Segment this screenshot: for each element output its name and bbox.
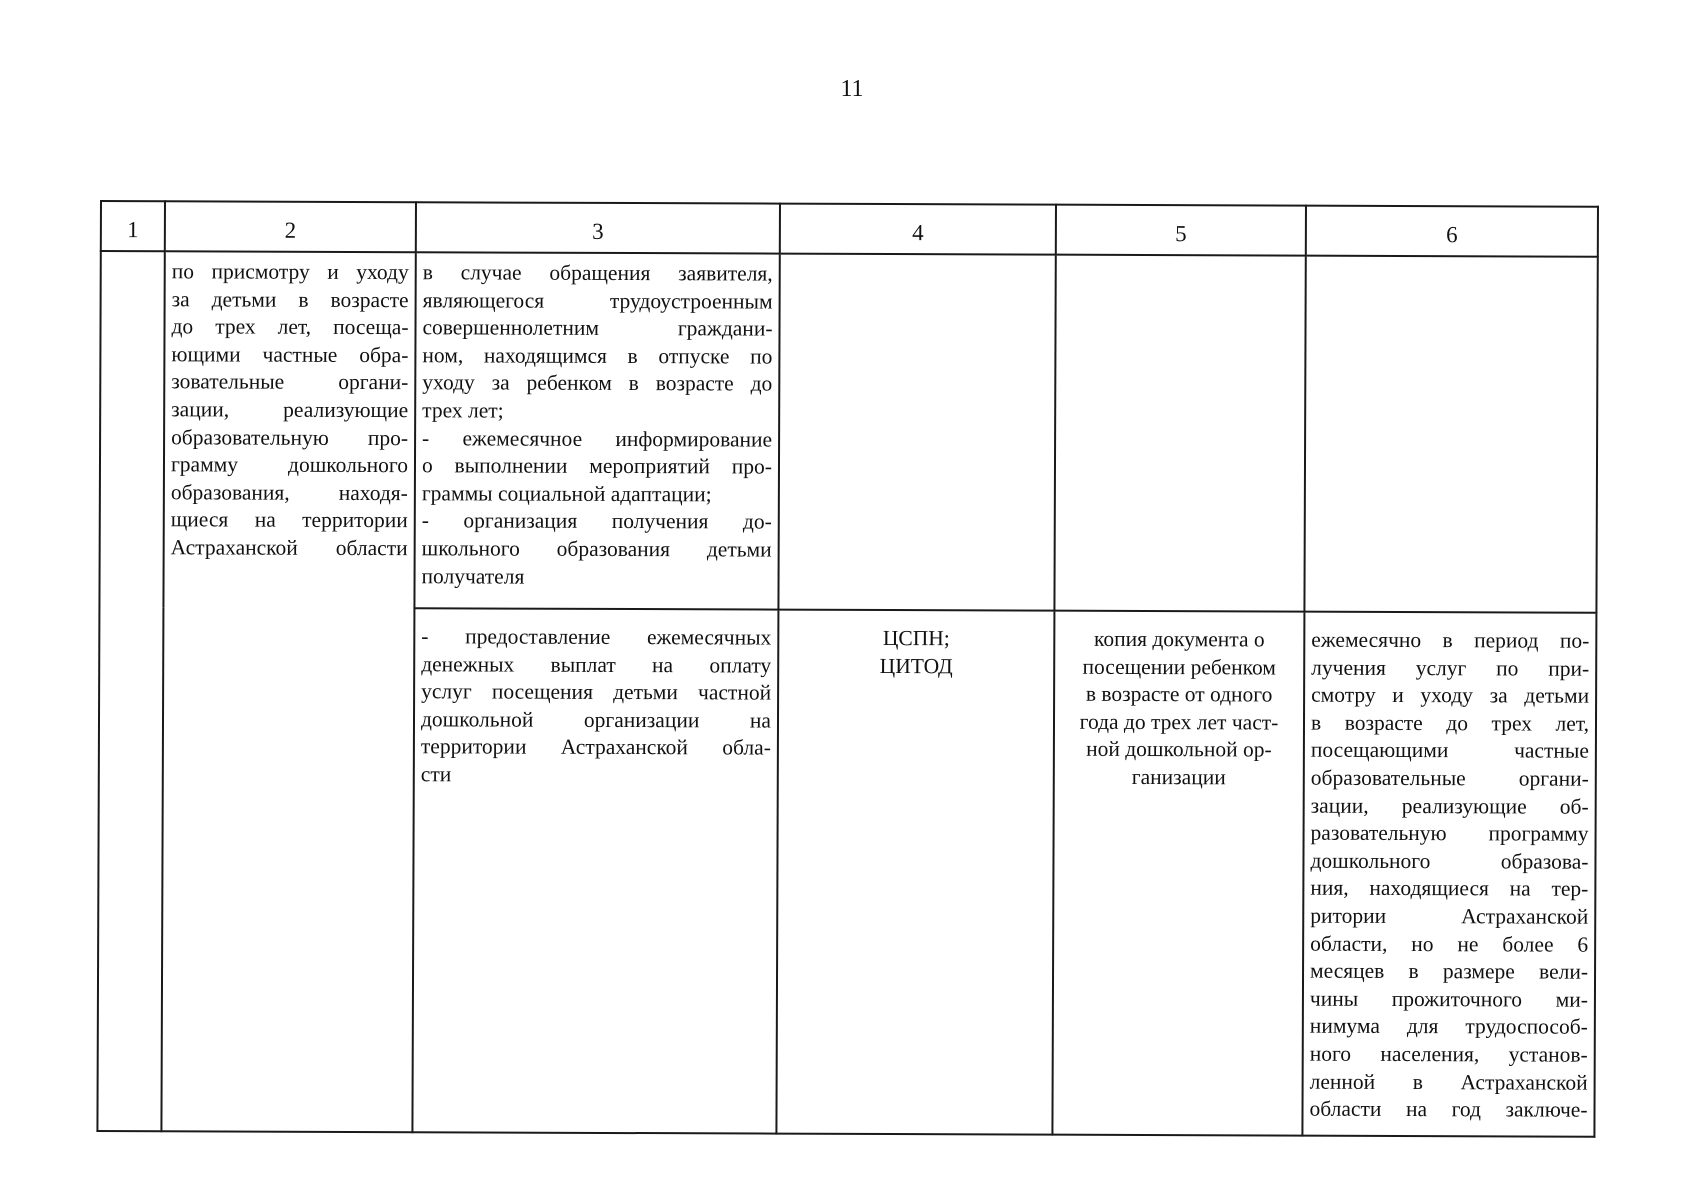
text-line: в случае обращения заявителя, — [422, 260, 773, 286]
executor-cell-2 — [776, 610, 1054, 1135]
text-line: ного населения, установ- — [1309, 1041, 1588, 1067]
header-col-1: 1 — [101, 201, 165, 251]
text-line: по присмотру и уходу — [171, 259, 409, 285]
page-number: 11 — [840, 76, 864, 102]
header-col-2: 2 — [165, 201, 416, 252]
text-line: ной дошкольной ор- — [1086, 737, 1272, 762]
text-line: разовательную программу — [1310, 820, 1589, 846]
text-line: посещении ребенком — [1082, 654, 1276, 680]
text-line: дошкольной организации на — [420, 707, 772, 733]
text-line: нимума для трудоспособ- — [1309, 1013, 1588, 1040]
measures-cell-1 — [414, 252, 779, 609]
service-name-cell — [161, 251, 415, 1132]
service-name-text — [171, 258, 409, 562]
document-cell-1 — [1054, 255, 1305, 612]
text-line: ганизации — [1131, 764, 1226, 790]
header-col-3: 3 — [416, 202, 780, 253]
text-line: в возрасте от одного — [1085, 681, 1273, 707]
text-line: смотру и уходу за детьми — [1311, 682, 1590, 708]
text-line: граммы социальной адаптации; — [421, 480, 712, 507]
table-row — [99, 251, 1597, 613]
text-line: о выполнении мероприятий про- — [421, 453, 773, 479]
document-cell-2 — [1052, 611, 1304, 1136]
header-col-6: 6 — [1306, 206, 1598, 257]
text-line: образования, находя- — [170, 480, 408, 505]
text-line: образовательную про- — [171, 424, 409, 450]
terms-cell-2 — [1302, 612, 1596, 1137]
text-line: копия документа о — [1093, 626, 1265, 652]
terms-cell-1 — [1304, 256, 1597, 613]
text-line: в возрасте до трех лет, — [1310, 710, 1590, 736]
text-line: ния, находящиеся на тер- — [1310, 875, 1589, 902]
text-line: территории Астраханской обла- — [420, 734, 771, 760]
text-line: лучения услуг по при- — [1311, 655, 1590, 681]
text-line: совершеннолетним граждани- — [422, 315, 773, 341]
text-line: ритории Астраханской — [1310, 903, 1589, 929]
text-line: ежемесячно в период по- — [1311, 627, 1590, 653]
text-line: чины прожиточного ми- — [1309, 986, 1588, 1012]
text-line: получателя — [421, 563, 525, 589]
text-line: - предоставление ежемесячных — [421, 624, 772, 650]
text-line: ном, находящимся в отпуске по — [422, 343, 773, 369]
text-line: образовательные органи- — [1310, 765, 1589, 791]
text-line: Астраханской области — [170, 535, 408, 561]
header-col-4: 4 — [780, 204, 1056, 255]
header-col-5: 5 — [1056, 205, 1306, 256]
text-line: уходу за ребенком в возрасте до — [422, 370, 773, 396]
text-line: области на год заключе- — [1309, 1096, 1588, 1122]
text-line: школьного образования детьми — [421, 536, 772, 562]
text-line: трех лет; — [422, 398, 504, 423]
text-line: - ежемесячное информирование — [422, 425, 773, 452]
text-line: зации, реализующие — [171, 397, 409, 423]
main-table — [96, 200, 1599, 1138]
text-line: ленной в Астраханской — [1309, 1069, 1588, 1095]
text-line: области, но не более 6 — [1310, 931, 1589, 957]
text-line: денежных выплат на оплату — [421, 651, 772, 678]
text-line: щиеся на территории — [170, 507, 408, 533]
text-line: зации, реализующие об- — [1310, 793, 1589, 819]
row-cell-col-1 — [97, 251, 164, 1131]
text-line: до трех лет, посеща- — [171, 314, 409, 340]
text-line: услуг посещения детьми частной — [421, 679, 772, 705]
text-line: посещающими частные — [1310, 738, 1589, 764]
text-line: сти — [420, 762, 452, 787]
text-line: являющегося трудоустроенным — [422, 287, 773, 314]
text-line: дошкольного образова- — [1310, 848, 1589, 874]
text-line: года до трех лет част- — [1079, 709, 1279, 735]
text-line: за детьми в возрасте — [171, 286, 409, 312]
text-line: - организация получения до- — [421, 508, 772, 534]
text-line: ЦИТОД — [879, 653, 953, 678]
executor-cell-1 — [778, 254, 1055, 611]
text-line: ющими частные обра- — [171, 342, 409, 367]
text-line: грамму дошкольного — [170, 452, 409, 478]
text-line: зовательные органи- — [171, 369, 409, 395]
table-header-row — [101, 201, 1598, 257]
text-line: ЦСПН; — [882, 626, 950, 651]
text-line: месяцев в размере вели- — [1310, 958, 1589, 984]
measures-cell-2 — [412, 608, 778, 1133]
